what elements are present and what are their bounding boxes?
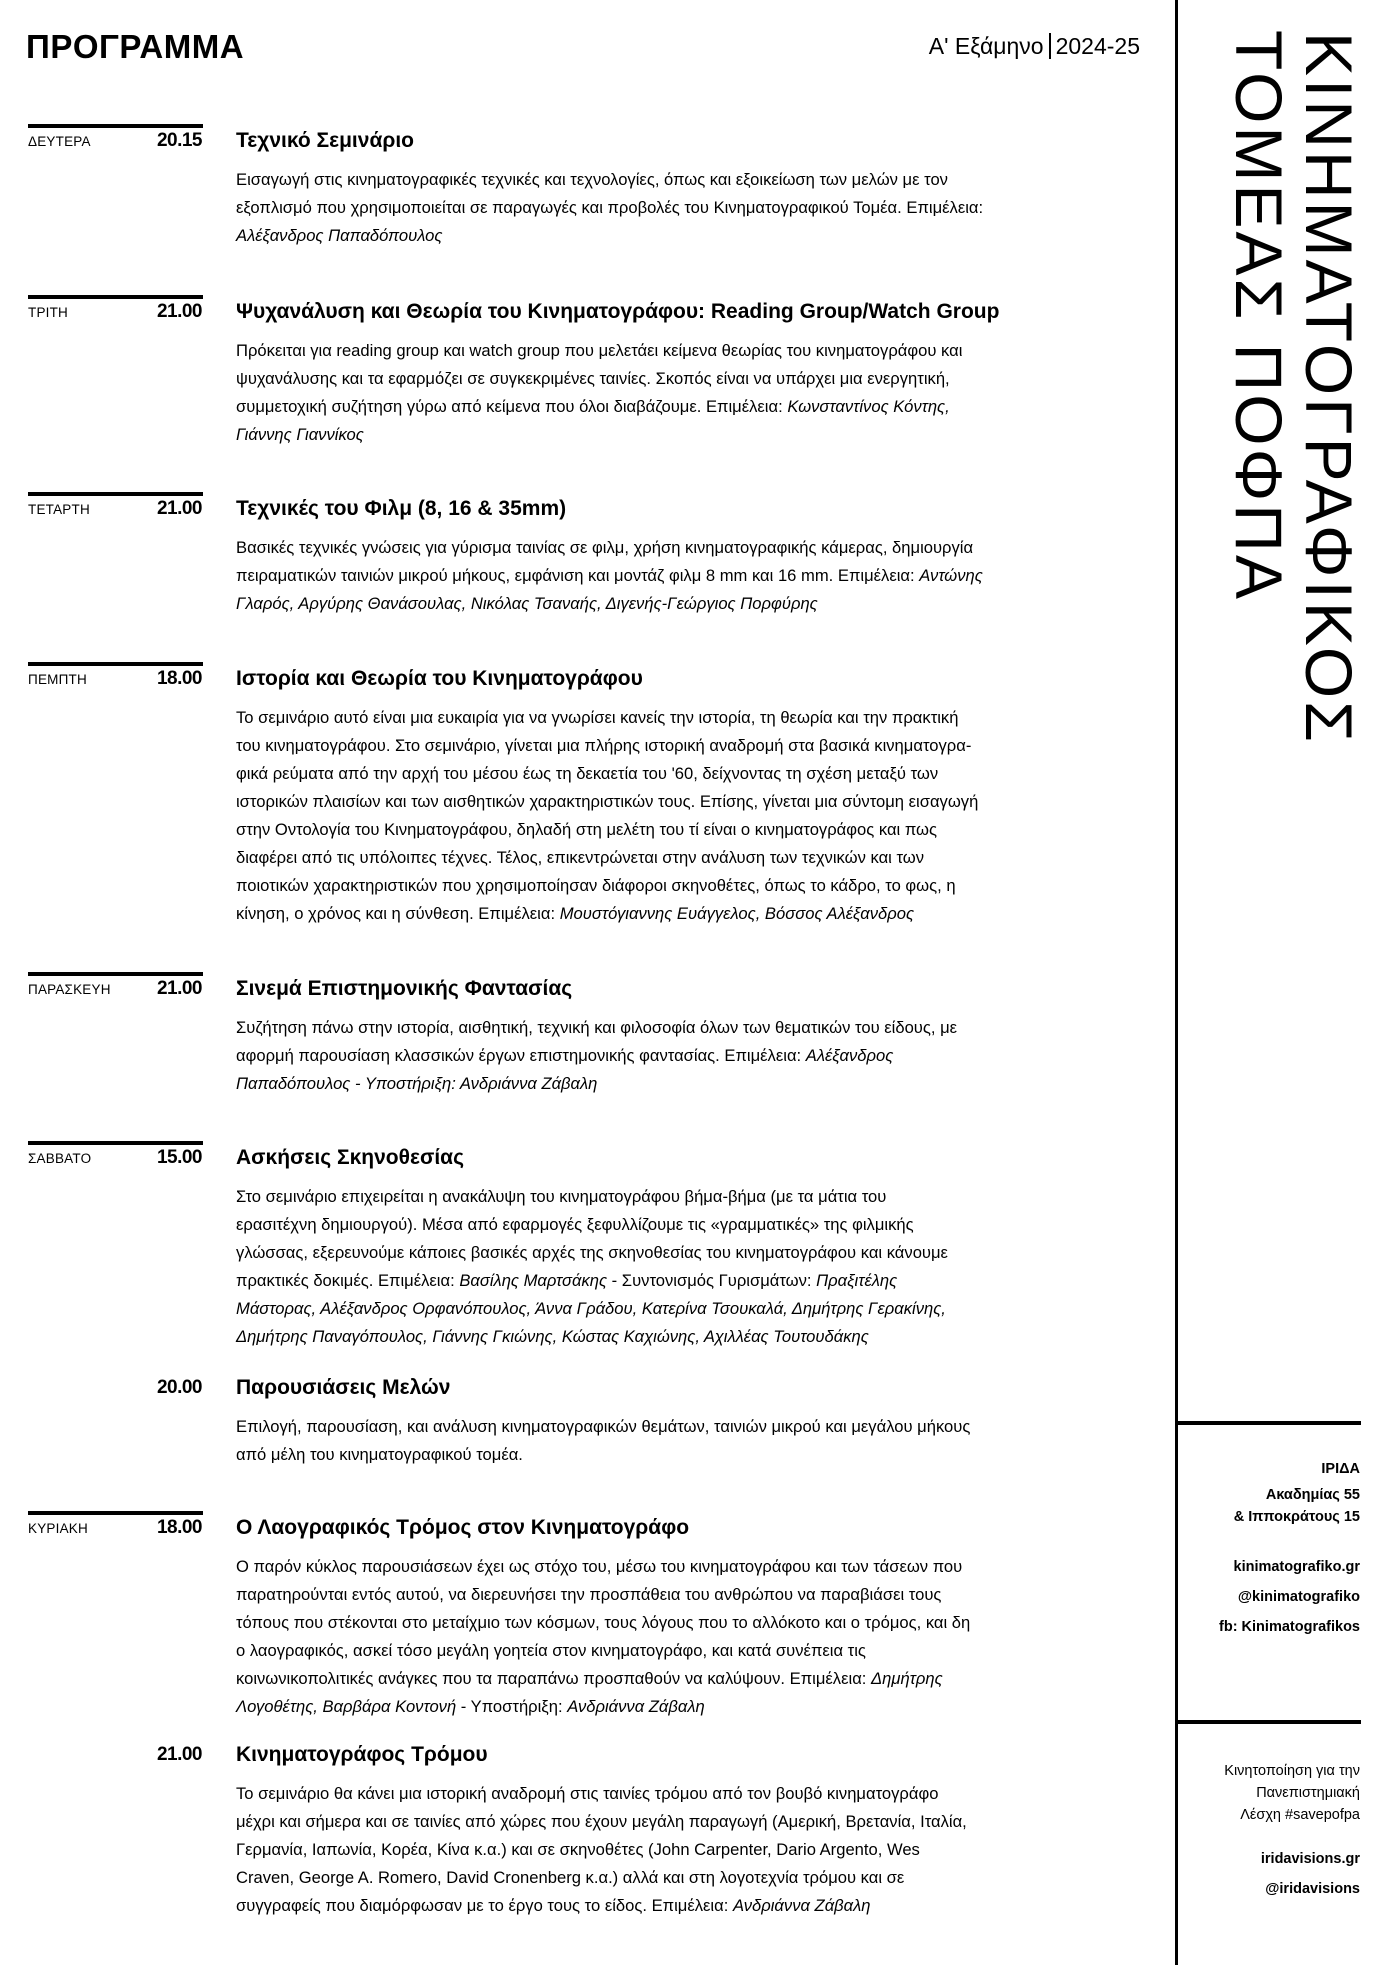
event-time: 18.00 bbox=[156, 668, 202, 689]
desc-line: Craven, George A. Romero, David Cronenberg κ.α.) αλλά και στη λογοτεχνία τρόμου και σε bbox=[236, 1868, 905, 1887]
desc-line: γλώσσας, εξερευνούμε κάποιες βασικές αρχές της σκηνοθεσίας του κινηματογράφου και κάνουμε bbox=[236, 1243, 948, 1262]
event-title: Ιστορία και Θεωρία του Κινηματογράφου bbox=[236, 667, 643, 690]
event-credits: Μουστόγιαννης Ευάγγελος, Βόσσος Αλέξανδρος bbox=[559, 904, 915, 923]
event-description bbox=[236, 1553, 1146, 1721]
desc-line: συμμετοχική συζήτηση γύρω από κείμενα που όλοι διαβάζουμε. Επιμέλεια: bbox=[236, 397, 783, 416]
event-time: 21.00 bbox=[156, 301, 202, 322]
section-rule bbox=[28, 1511, 203, 1515]
event-credits: Αλέξανδρος bbox=[805, 1046, 894, 1065]
vertical-title-primary: ΚΙΝΗΜΑΤΟΓΡΑΦΙΚΟΣ bbox=[1292, 32, 1366, 745]
desc-line: Ο παρόν κύκλος παρουσιάσεων έχει ως στόχο του, μέσω του κινηματογράφου και των τάσεων που bbox=[236, 1557, 963, 1576]
event-day: ΚΥΡΙΑΚΗ bbox=[28, 1521, 88, 1536]
section-rule bbox=[28, 972, 203, 976]
event-description bbox=[236, 337, 1146, 449]
desc-line: πρακτικές δοκιμές. Επιμέλεια: bbox=[236, 1271, 455, 1290]
campaign-line: Λέσχη #savepofpa bbox=[1240, 1807, 1360, 1823]
desc-line: εξοπλισμό που χρησιμοποιείται σε παραγωγές και προβολές του Κινηματογραφικού Τομέα. Επιμέλεια: bbox=[236, 198, 984, 217]
event-title: Ψυχανάλυση και Θεωρία του Κινηματογράφου: Reading Group/Watch Group bbox=[236, 300, 1000, 323]
event-credits: Αντώνης bbox=[919, 566, 983, 585]
event-day: ΠΑΡΑΣΚΕΥΗ bbox=[28, 982, 111, 997]
desc-line: Το σεμινάριο θα κάνει μια ιστορική αναδρομή στις ταινίες τρόμου από τον βουβό κινηματογράφο bbox=[236, 1784, 939, 1803]
event-title: Κινηματογράφος Τρόμου bbox=[236, 1743, 488, 1766]
event-title: Ασκήσεις Σκηνοθεσίας bbox=[236, 1146, 464, 1169]
event-description bbox=[236, 704, 1146, 928]
desc-line: Στο σεμινάριο επιχειρείται η ανακάλυψη του κινηματογράφου βήμα-βήμα (με τα μάτια του bbox=[236, 1187, 887, 1206]
desc-line: Συζήτηση πάνω στην ιστορία, αισθητική, τεχνική και φιλοσοφία όλων των θεματικών του είδους, με bbox=[236, 1018, 958, 1037]
desc-line: Το σεμινάριο αυτό είναι μια ευκαιρία για να γνωρίσει κανείς την ιστορία, τη θεωρία και την πρακτική bbox=[236, 708, 959, 727]
event-credits: Βασίλης Μαρτσάκης bbox=[459, 1271, 608, 1290]
website-link[interactable]: kinimatografiko.gr bbox=[1233, 1559, 1360, 1575]
event-credits: Ανδριάννα Ζάβαλη bbox=[567, 1697, 705, 1716]
event-description bbox=[236, 534, 1146, 618]
desc-line: ο λαογραφικός, ασκεί τόσο μεγάλη γοητεία στον κινηματογράφο, και κατά συνέπεια τις bbox=[236, 1641, 866, 1660]
event-description bbox=[236, 1780, 1146, 1920]
event-credits: Λογοθέτης, Βαρβάρα Κοντονή bbox=[236, 1697, 457, 1716]
semester-label bbox=[929, 33, 1140, 60]
desc-line: αφορμή παρουσίαση κλασσικών έργων επιστημονικής φαντασίας. Επιμέλεια: bbox=[236, 1046, 802, 1065]
desc-line: μέχρι και σήμερα και σε ταινίες από χώρες που έχουν μεγάλη παραγωγή (Αμερική, Βρετανία, Ιταλία, bbox=[236, 1812, 967, 1831]
coordination-label: - Συντονισμός Γυρισμάτων: bbox=[607, 1271, 817, 1290]
vertical-title-secondary: ΤΟΜΕΑΣ ΠΟΦΠΑ bbox=[1222, 30, 1296, 602]
event-day: ΤΕΤΑΡΤΗ bbox=[28, 502, 90, 517]
section-rule bbox=[28, 1141, 203, 1145]
section-rule bbox=[28, 124, 203, 128]
desc-line: συγγραφείς που διαμόρφωσαν με το έργο τους το είδος. Επιμέλεια: bbox=[236, 1896, 729, 1915]
sidebar-divider bbox=[1177, 1720, 1361, 1724]
desc-line: του κινηματογράφου. Στο σεμινάριο, γίνεται μια πλήρης ιστορική αναδρομή στα βασικά κινηματογρα- bbox=[236, 736, 972, 755]
event-credits: Αλέξανδρος Παπαδόπουλος bbox=[236, 226, 443, 245]
desc-line: ιστορικών πλαισίων και των αισθητικών χαρακτηριστικών τους. Επίσης, γίνεται μια σύντομη εισαγωγή bbox=[236, 792, 979, 811]
campaign-info bbox=[1160, 1760, 1360, 1900]
desc-line: τόπους που στέκονται στο μεταίχμιο των κόσμων, τους λόγους που το αλλόκοτο και ο τρόμος, και δη bbox=[236, 1613, 971, 1632]
event-day: ΣΑΒΒΑΤΟ bbox=[28, 1151, 92, 1166]
event-credits: Κωνσταντίνος Κόντης, bbox=[787, 397, 950, 416]
desc-line: Πρόκειται για reading group και watch group που μελετάει κείμενα θεωρίας του κινηματογράφου και bbox=[236, 341, 963, 360]
desc-line: Βασικές τεχνικές γνώσεις για γύρισμα ταινίας σε φιλμ, χρήση κινηματογραφικής κάμερας, δημιουργία bbox=[236, 538, 974, 557]
event-title: Ο Λαογραφικός Τρόμος στον Κινηματογράφο bbox=[236, 1516, 690, 1539]
event-title: Παρουσιάσεις Μελών bbox=[236, 1376, 451, 1399]
irida-handle[interactable]: @iridavisions bbox=[1265, 1881, 1360, 1897]
event-day: ΤΡΙΤΗ bbox=[28, 305, 68, 320]
venue-address-line: Ακαδημίας 55 bbox=[1265, 1487, 1360, 1503]
desc-line: ερασιτέχνη δημιουργού). Μέσα από εφαρμογές ξεφυλλίζουμε τις «γραμματικές» της φιλμικής bbox=[236, 1215, 914, 1234]
event-day: ΠΕΜΠΤΗ bbox=[28, 672, 87, 687]
campaign-line: Κινητοποίηση για την bbox=[1224, 1763, 1360, 1779]
campaign-line: Πανεπιστημιακή bbox=[1256, 1785, 1360, 1801]
section-rule bbox=[28, 295, 203, 299]
support-label: - Υποστήριξη: bbox=[456, 1697, 568, 1716]
event-time: 20.00 bbox=[156, 1377, 202, 1398]
desc-line: από μέλη του κινηματογραφικού τομέα. bbox=[236, 1445, 523, 1464]
event-credits: Ανδριάννα Ζάβαλη bbox=[732, 1896, 871, 1915]
event-time: 21.00 bbox=[156, 978, 202, 999]
event-credits: Παπαδόπουλος - Υποστήριξη: Ανδριάννα Ζάβαλη bbox=[236, 1074, 598, 1093]
event-title: Τεχνικό Σεμινάριο bbox=[236, 129, 415, 152]
desc-line: πειραματικών ταινιών μικρού μήκους, εμφάνιση και μοντάζ φιλμ 8 mm και 16 mm. Επιμέλεια: bbox=[236, 566, 915, 585]
section-rule bbox=[28, 662, 203, 666]
event-day: ΔΕΥΤΕΡΑ bbox=[28, 134, 91, 149]
event-time: 20.15 bbox=[156, 130, 202, 151]
event-time: 15.00 bbox=[156, 1147, 202, 1168]
event-credits: Μάστορας, Αλέξανδρος Ορφανόπουλος, Άννα Γράδου, Κατερίνα Τσουκαλά, Δημήτρης Γερακίνης, bbox=[236, 1299, 946, 1318]
event-title: Σινεμά Επιστημονικής Φαντασίας bbox=[236, 977, 573, 1000]
event-credits: Δημήτρης bbox=[871, 1669, 943, 1688]
semester-text: Α' Εξάμηνο bbox=[928, 33, 1044, 59]
irida-website-link[interactable]: iridavisions.gr bbox=[1260, 1851, 1360, 1867]
sidebar-divider-vertical bbox=[1175, 0, 1178, 1965]
event-description bbox=[236, 166, 1146, 250]
desc-line: διαφέρει από τις υπόλοιπες τέχνες. Τέλος, επικεντρώνεται στην ανάλυση των τεχνικών και των bbox=[236, 848, 925, 867]
event-time: 18.00 bbox=[156, 1517, 202, 1538]
event-credits: Γιάννης Γιαννίκος bbox=[236, 425, 364, 444]
desc-line: κίνηση, ο χρόνος και η σύνθεση. Επιμέλεια: bbox=[236, 904, 556, 923]
sidebar-divider bbox=[1177, 1421, 1361, 1425]
desc-line: στην Οντολογία του Κινηματογράφου, δηλαδή στη μελέτη του τί είναι ο κινηματογράφος και πως bbox=[236, 820, 938, 839]
event-credits: Πραξιτέλης bbox=[816, 1271, 898, 1290]
event-title: Τεχνικές του Φιλμ (8, 16 & 35mm) bbox=[236, 497, 567, 520]
venue-name: ΙΡΙΔΑ bbox=[1321, 1461, 1360, 1477]
instagram-handle[interactable]: @kinimatografiko bbox=[1237, 1589, 1360, 1605]
section-rule bbox=[28, 492, 203, 496]
desc-line: κοινωνικοπολιτικές ανάγκες που τα παραπάνω προσπαθούν να καλύψουν. Επιμέλεια: bbox=[236, 1669, 867, 1688]
venue-info bbox=[1160, 1458, 1360, 1638]
event-credits: Γλαρός, Αργύρης Θανάσουλας, Νικόλας Τσαναής, Διγενής-Γεώργιος Πορφύρης bbox=[236, 594, 818, 613]
desc-line: Εισαγωγή στις κινηματογραφικές τεχνικές και τεχνολογίες, όπως και εξοικείωση των μελών με τον bbox=[236, 170, 948, 189]
venue-address-line: & Ιπποκράτους 15 bbox=[1233, 1509, 1360, 1525]
desc-line: παρατηρούνται εντός αυτού, να διερευνήσει την προσπάθεια του ανθρώπου να παραβιάσει τους bbox=[236, 1585, 942, 1604]
desc-line: Επιλογή, παρουσίαση, και ανάλυση κινηματογραφικών θεμάτων, ταινιών μικρού και μεγάλου μήκους bbox=[236, 1417, 971, 1436]
facebook-handle[interactable]: fb: Kinimatografikos bbox=[1219, 1619, 1360, 1635]
desc-line: ψυχανάλυσης και τα εφαρμόζει σε συγκεκριμένες ταινίες. Σκοπός είναι να υπάρχει μια ενεργητική, bbox=[236, 369, 950, 388]
event-description bbox=[236, 1014, 1146, 1098]
event-credits: Δημήτρης Παναγόπουλος, Γιάννης Γκιώνης, Κώστας Καχιώνης, Αχιλλέας Τουτουδάκης bbox=[236, 1327, 869, 1346]
desc-line: ποιοτικών χαρακτηριστικών που χρησιμοποίησαν διάφοροι σκηνοθέτες, όπως το κάδρο, το φως, η bbox=[236, 876, 956, 895]
event-description bbox=[236, 1413, 1146, 1469]
desc-line: Γερμανία, Ιαπωνία, Κορέα, Κίνα κ.α.) και σε σκηνοθέτες (John Carpenter, Dario Argento, Wes bbox=[236, 1840, 920, 1859]
desc-line: φικά ρεύματα από την αρχή του μέσου έως τη δεκαετία του '60, δείχνοντας τη σχέση μεταξύ των bbox=[236, 764, 939, 783]
event-description bbox=[236, 1183, 1146, 1351]
academic-year: 2024-25 bbox=[1055, 33, 1140, 59]
separator-bar bbox=[1049, 33, 1051, 59]
event-time: 21.00 bbox=[156, 1744, 202, 1765]
event-time: 21.00 bbox=[156, 498, 202, 519]
page-title: ΠΡΟΓΡΑΜΜΑ bbox=[26, 28, 245, 65]
